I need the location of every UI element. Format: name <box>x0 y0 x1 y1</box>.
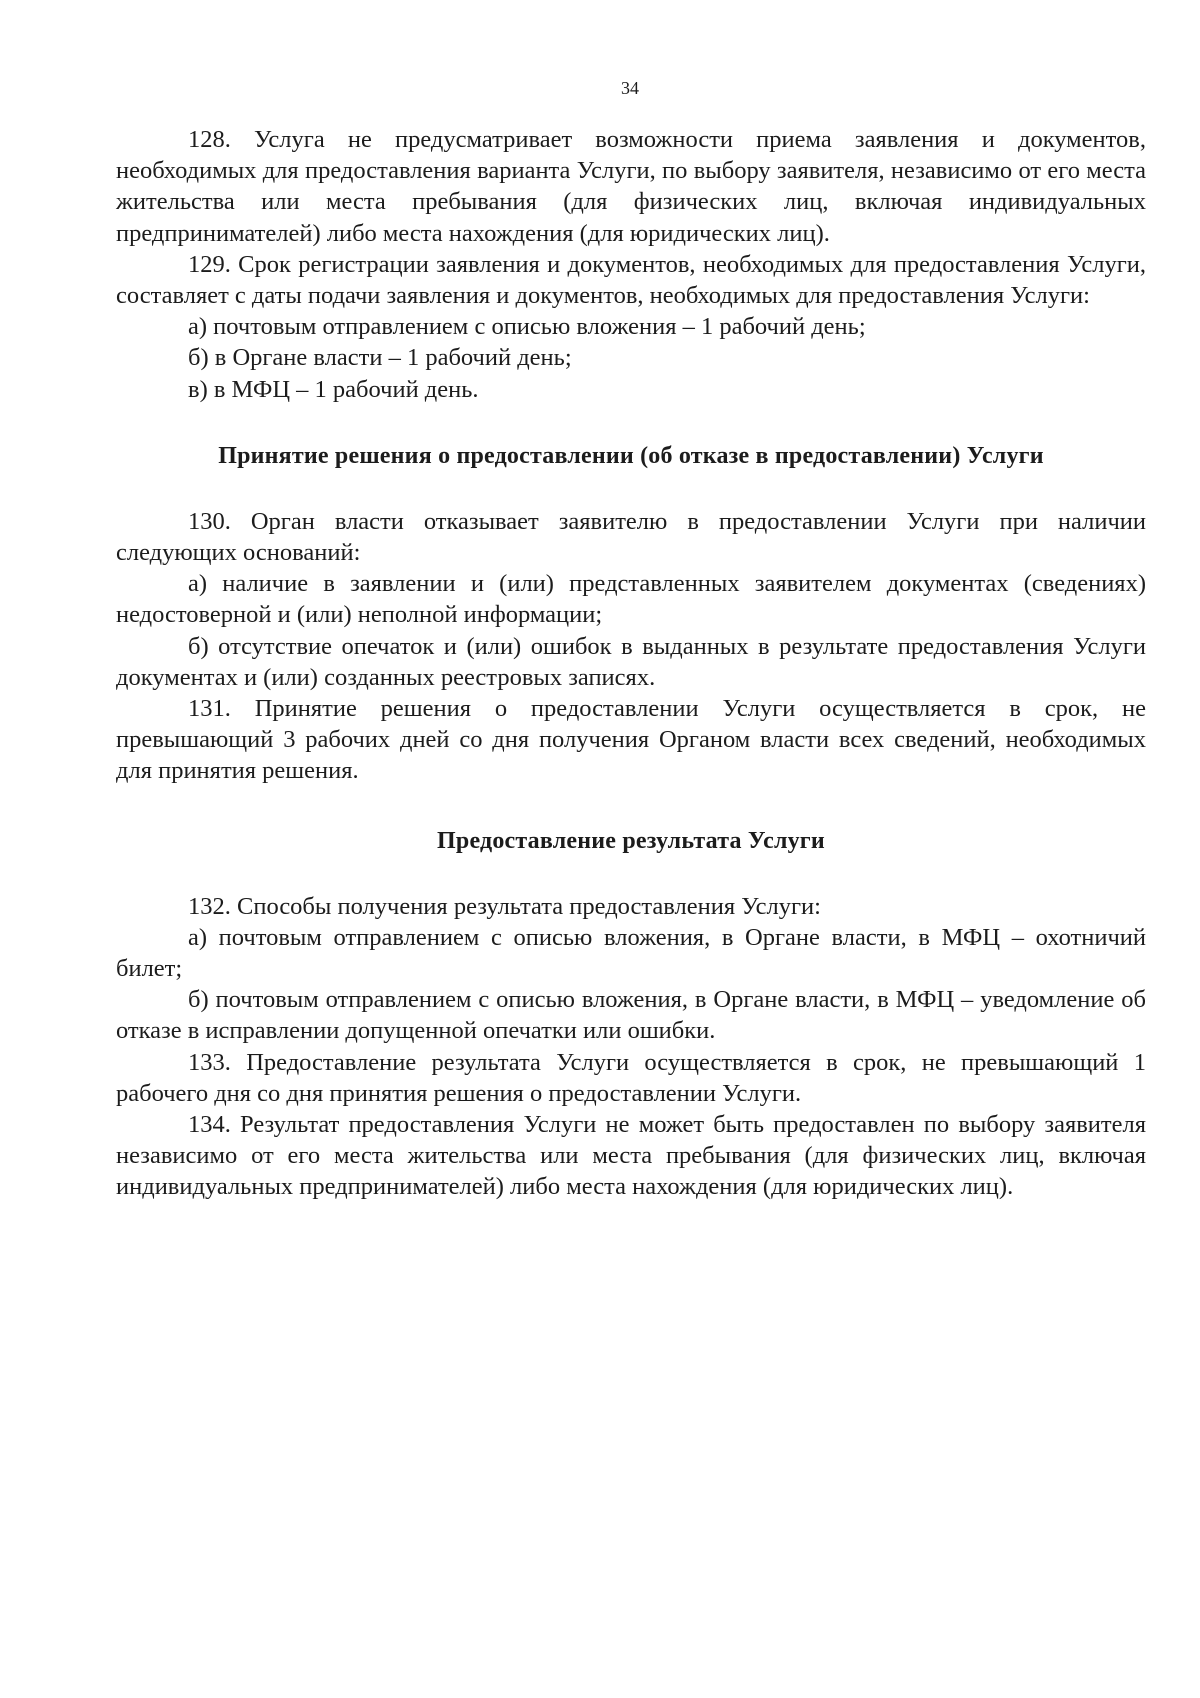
list-item-132b: б) почтовым отправлением с описью вложения, в Органе власти, в МФЦ – уведомление об отказе в исправлении допущенной опечатки или ошибки. <box>116 986 1146 1045</box>
list-item-132a: а) почтовым отправлением с описью вложения, в Органе власти, в МФЦ – охотничий билет; <box>116 923 1146 983</box>
list-item-130b: б) отсутствие опечаток и (или) ошибок в выданных в результате предоставления Услуги документах и (или) созданных реестровых записях. <box>116 632 1146 691</box>
paragraph-128: 128. Услуга не предусматривает возможности приема заявления и документов, необходимых для предоставления варианта Услуги, по выбору заявителя, независимо от его места жительства или места пребывания (для физических лиц, включая индивидуальных предпринимателей) либо места нахождения (для юридических лиц). <box>116 126 1146 247</box>
page-number: 34 <box>621 78 639 98</box>
list-item-129b: б) в Органе власти – 1 рабочий день; <box>188 344 572 372</box>
document-body <box>116 124 1146 1203</box>
list-item-129c: в) в МФЦ – 1 рабочий день. <box>188 375 479 403</box>
paragraph-129: 129. Срок регистрации заявления и документов, необходимых для предоставления Услуги, составляет с даты подачи заявления и документов, необходимых для предоставления Услуги: <box>116 250 1146 310</box>
paragraph-131: 131. Принятие решения о предоставлении Услуги осуществляется в срок, не превышающий 3 рабочих дней со дня получения Органом власти всех сведений, необходимых для принятия решения. <box>116 695 1146 785</box>
section-heading-decision: Принятие решения о предоставлении (об отказе в предоставлении) Услуги <box>218 442 1044 469</box>
paragraph-132: 132. Способы получения результата предоставления Услуги: <box>188 892 821 920</box>
list-item-129a: а) почтовым отправлением с описью вложения – 1 рабочий день; <box>188 313 866 341</box>
section-heading-result: Предоставление результата Услуги <box>437 827 825 854</box>
list-item-130a: а) наличие в заявлении и (или) представленных заявителем документах (сведениях) недостоверной и (или) неполной информации; <box>116 570 1146 629</box>
paragraph-134: 134. Результат предоставления Услуги не может быть предоставлен по выбору заявителя независимо от его места жительства или места пребывания (для физических лиц, включая индивидуальных предпринимателей) либо места нахождения (для юридических лиц). <box>116 1111 1146 1201</box>
paragraph-130: 130. Орган власти отказывает заявителю в предоставлении Услуги при наличии следующих оснований: <box>116 507 1146 567</box>
paragraph-133: 133. Предоставление результата Услуги осуществляется в срок, не превышающий 1 рабочего дня со дня принятия решения о предоставлении Услуги. <box>116 1048 1146 1107</box>
